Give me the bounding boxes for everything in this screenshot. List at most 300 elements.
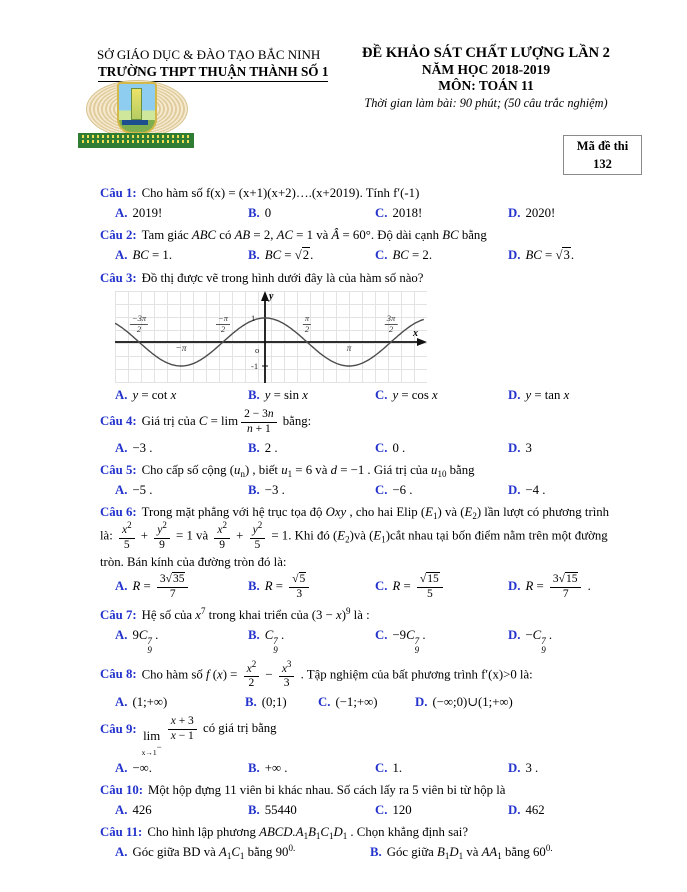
text: √: [292, 572, 299, 585]
math-text: 9: [132, 627, 139, 642]
option-letter: C.: [375, 579, 388, 594]
math-text: −3 .: [264, 482, 285, 497]
option-letter: D.: [508, 627, 521, 642]
school-logo: [78, 80, 194, 148]
sqrt: [295, 247, 310, 262]
option-letter: B.: [248, 248, 260, 263]
question-stem: [100, 823, 624, 841]
math-text: −: [262, 667, 276, 682]
superscript: 2: [162, 520, 167, 531]
question-number: Câu 6:: [100, 505, 137, 519]
math-text: 3 .: [525, 760, 539, 775]
option-letter: B.: [245, 695, 257, 710]
superscript: 2: [251, 658, 257, 669]
math-var: x: [336, 607, 342, 622]
math-text: 2020!: [525, 206, 556, 221]
math-var: x: [217, 667, 223, 682]
question-8: [100, 660, 624, 712]
math-text: = 1 và: [172, 528, 212, 543]
subscript: 1: [432, 511, 438, 521]
option-a: [115, 626, 248, 656]
question-2: [100, 226, 624, 264]
math-var: BC: [392, 248, 409, 263]
option-a: [115, 759, 248, 777]
question-9: [100, 715, 624, 777]
math-var: x: [170, 715, 176, 728]
subscript: 1: [381, 534, 386, 545]
text: −3π: [131, 312, 147, 323]
denominator: [279, 677, 295, 691]
math-var: y: [252, 524, 258, 537]
subscript: 1: [342, 831, 348, 842]
denominator: [214, 539, 230, 553]
option-d: [508, 439, 624, 457]
math-var: u: [431, 462, 438, 477]
math-text: = 1 và: [292, 228, 332, 243]
superscript: 9: [345, 605, 351, 616]
math-text: = 1. Khi đó (: [268, 528, 338, 543]
math-var: u: [234, 462, 241, 477]
fraction: [168, 715, 197, 744]
math-text: −3 .: [132, 440, 153, 455]
math-text: ) =: [222, 667, 241, 682]
math-text: − 1: [175, 730, 194, 743]
numerator: [168, 715, 197, 730]
math-text: (: [209, 667, 217, 682]
subscript: 2: [472, 511, 477, 521]
question-number: Câu 7:: [100, 607, 137, 622]
math-text: 426: [132, 803, 152, 818]
question-stem: [100, 503, 624, 571]
text: lim: [143, 728, 161, 743]
math-text: .: [310, 248, 314, 263]
math-text: ) và (: [437, 505, 465, 519]
questions-list: [100, 184, 624, 866]
logo-tower-icon: [131, 88, 142, 120]
subscript: 2: [345, 534, 350, 545]
math-var: Â: [331, 228, 340, 243]
question-stem: [100, 715, 624, 757]
text: 2: [302, 248, 310, 263]
math-var: x: [302, 387, 308, 402]
y-tick-label: 1: [251, 312, 256, 323]
denominator: [157, 588, 189, 602]
denominator: [241, 423, 277, 437]
options-row: [100, 759, 624, 777]
question-number: Câu 8:: [100, 667, 137, 682]
text: 5: [123, 538, 130, 551]
math-text: trong khai triển của (3 −: [205, 607, 336, 622]
option-c: [375, 573, 508, 602]
math-var: AB: [234, 228, 251, 243]
math-text: −6 .: [392, 482, 413, 497]
math-var: u: [281, 462, 288, 477]
sqrt: [166, 572, 186, 585]
superscript: 2: [222, 520, 227, 531]
school-year: NĂM HỌC 2018-2019: [421, 62, 551, 77]
math-var: C: [231, 845, 240, 860]
math-var: B: [308, 825, 316, 840]
text: 9: [159, 538, 165, 551]
option-c: [375, 759, 508, 777]
option-c: [375, 439, 508, 457]
text: 15: [565, 572, 578, 585]
question-4: [100, 408, 624, 457]
math-text: . Tập nghiệm của bất phương trình f′(x)>0 là:: [297, 667, 533, 682]
superscript: 2: [127, 520, 132, 531]
question-stem: [100, 184, 624, 202]
fraction: [279, 660, 295, 692]
options-row: [100, 481, 624, 499]
math-text: .: [570, 248, 575, 263]
option-letter: C.: [375, 206, 388, 221]
sqrt: [292, 572, 306, 585]
superscript: 3: [286, 658, 292, 669]
subscript: 1: [239, 851, 245, 862]
math-text: .: [277, 627, 285, 642]
subject-line: MÔN: TOÁN 11: [438, 78, 534, 93]
text: 7: [169, 587, 176, 600]
math-var: R: [132, 579, 141, 594]
fraction: [154, 521, 170, 553]
option-letter: A.: [115, 803, 128, 818]
options-row: [100, 626, 624, 656]
option-d: [508, 481, 624, 499]
math-var: C: [320, 825, 329, 840]
question-stem: [100, 606, 624, 624]
text: 2: [248, 677, 255, 690]
math-var: n: [246, 422, 253, 435]
time-limit-line: Thời gian làm bài: 90 phút; (50 câu trắc nghiệm): [364, 96, 608, 110]
math-text: 55440: [264, 803, 297, 818]
numerator: [417, 573, 443, 588]
text: √: [419, 572, 427, 585]
option-letter: C.: [375, 248, 388, 263]
option-letter: A.: [115, 695, 128, 710]
math-text: và: [463, 845, 482, 860]
option-d: [508, 386, 624, 404]
math-text: Góc giữa: [386, 845, 438, 860]
math-text: = 6 và: [292, 462, 331, 477]
math-var: Oxy: [325, 505, 347, 519]
math-text: + 1: [252, 422, 271, 435]
math-text: 2 − 3: [244, 407, 268, 420]
math-var: ABCD.A: [259, 825, 304, 840]
math-var: n: [267, 407, 274, 420]
math-text: x→1: [141, 747, 157, 757]
text: 2: [304, 323, 310, 334]
text: 3π: [386, 312, 396, 323]
option-c: [375, 246, 508, 264]
math-text: bằng: [458, 228, 487, 243]
math-var: BC: [525, 248, 542, 263]
math-text: 3: [552, 572, 559, 585]
option-letter: C.: [375, 387, 388, 402]
options-row: [100, 386, 624, 404]
math-text: = 60°. Độ dài cạnh: [339, 228, 443, 243]
subscript: 1: [444, 851, 450, 862]
option-letter: B.: [248, 627, 260, 642]
math-text: bằng 90: [244, 845, 289, 860]
option-b: [248, 386, 375, 404]
text: √: [558, 572, 565, 585]
question-stem: [100, 269, 624, 287]
option-b: [248, 204, 375, 222]
math-var: C: [532, 627, 542, 642]
math-var: x: [281, 662, 287, 675]
math-var: BC: [264, 248, 282, 263]
option-b: [245, 693, 318, 711]
option-b: [248, 439, 375, 457]
math-text: 0 .: [392, 440, 406, 455]
option-letter: D.: [508, 206, 521, 221]
text: 35: [172, 572, 185, 585]
question-number: Câu 1:: [100, 186, 137, 200]
option-c: [318, 693, 415, 711]
text: 3: [296, 587, 303, 600]
text: 3: [563, 248, 570, 263]
question-number: Câu 2:: [100, 228, 137, 243]
option-letter: A.: [115, 627, 128, 642]
math-text: .: [419, 627, 426, 642]
sqrt: [555, 247, 570, 262]
fraction: [157, 573, 189, 602]
text: √: [555, 248, 563, 263]
option-b: [248, 246, 375, 264]
text: 2: [220, 323, 226, 334]
numerator: [550, 573, 582, 588]
option-letter: A.: [115, 845, 128, 860]
text: 7: [414, 635, 420, 646]
math-text: = lim: [207, 414, 239, 429]
limit: [142, 730, 162, 757]
math-text: Hệ số của: [141, 607, 196, 622]
question-5: [100, 461, 624, 499]
option-b: [248, 573, 375, 602]
exam-code-box: [563, 135, 642, 175]
math-text: −∞.: [132, 760, 152, 775]
math-text: + 3: [175, 715, 194, 728]
math-var: C: [406, 627, 415, 642]
math-text: +: [232, 528, 247, 543]
text: √: [165, 572, 172, 585]
option-letter: C.: [375, 482, 388, 497]
numerator: [289, 573, 309, 588]
option-c: [375, 204, 508, 222]
exam-title-block: [337, 45, 635, 111]
question-1: [100, 184, 624, 222]
question-3: [100, 269, 624, 404]
math-text: +∞ .: [264, 760, 288, 775]
math-var: D: [333, 825, 343, 840]
option-letter: B.: [370, 845, 382, 860]
math-text: )cắt nhau tại bốn điểm nằm trên một đường tròn. Bán kính của đường tròn đó là:: [100, 528, 608, 569]
math-text: .: [151, 627, 159, 642]
text: 5: [426, 587, 433, 600]
x-tick-label: [216, 314, 230, 335]
math-text: = −1 . Giá trị của: [337, 462, 432, 477]
math-var: y: [132, 387, 139, 402]
math-var: x: [217, 524, 223, 537]
superscript: 7: [200, 605, 206, 616]
denominator: [417, 588, 443, 602]
option-letter: B.: [248, 482, 260, 497]
option-a: [115, 386, 248, 404]
math-text: có giá trị bằng: [199, 721, 277, 736]
math-text: 1.: [392, 760, 403, 775]
option-c: [375, 801, 508, 819]
numerator: [214, 521, 230, 539]
math-text: 2 .: [264, 440, 278, 455]
option-c: [375, 626, 508, 656]
logo-banner-text-row: [82, 135, 190, 138]
math-text: =: [541, 248, 556, 263]
math-var: y: [392, 387, 399, 402]
option-letter: B.: [248, 803, 260, 818]
math-text: = cos: [398, 387, 433, 402]
math-text: Một hộp đựng 11 viên bi khác nhau. Số cách lấy ra 5 viên bi từ hộp là: [148, 782, 506, 797]
x-tick-label: π: [346, 343, 352, 354]
option-letter: D.: [508, 579, 521, 594]
math-var: ABC: [191, 228, 217, 243]
option-letter: A.: [115, 440, 128, 455]
text: 5: [299, 572, 306, 585]
math-var: x: [122, 524, 128, 537]
option-d: [508, 626, 624, 656]
x-axis-label: x: [413, 327, 418, 339]
text: 7: [147, 635, 152, 646]
math-var: BC: [132, 248, 149, 263]
text: 2: [388, 323, 394, 334]
math-text: )và (: [349, 528, 374, 543]
superscript: 2: [257, 520, 263, 531]
numerator: [241, 408, 277, 423]
option-letter: D.: [508, 482, 521, 497]
math-var: C: [264, 627, 274, 642]
sqrt: [559, 572, 579, 585]
option-d: [508, 801, 624, 819]
math-text: = cot: [138, 387, 171, 402]
exam-title: ĐỀ KHẢO SÁT CHẤT LƯỢNG LẦN 2: [362, 45, 610, 61]
fraction: [250, 521, 266, 553]
math-text: 3: [159, 572, 166, 585]
school-name: TRƯỜNG THPT THUẬN THÀNH SỐ 1: [98, 64, 328, 82]
math-text: (−1;+∞): [335, 695, 378, 710]
option-a: [115, 246, 248, 264]
math-text: = sin: [270, 387, 303, 402]
math-text: Cho hình lập phương: [147, 825, 260, 840]
math-var: E: [425, 505, 433, 519]
denominator: [550, 588, 582, 602]
department-name: SỞ GIÁO DỤC & ĐÀO TẠO BẮC NINH: [97, 47, 321, 62]
option-b: [248, 759, 375, 777]
math-var: y: [525, 387, 532, 402]
option-letter: A.: [115, 206, 128, 221]
subscript: 1: [226, 851, 232, 862]
math-text: bằng:: [279, 414, 312, 429]
option-letter: B.: [248, 206, 260, 221]
option-letter: B.: [248, 387, 260, 402]
superscript: 0.: [545, 843, 553, 854]
math-text: 2019!: [132, 206, 163, 221]
math-text: Cho hàm số f(x) = (x+1)(x+2)….(x+2019). Tính f′(-1): [141, 186, 420, 200]
denominator: [289, 588, 309, 602]
math-var: x: [195, 607, 201, 622]
math-text: −9: [392, 627, 407, 642]
y-tick-label: -1: [251, 360, 259, 371]
text: 9: [273, 645, 278, 656]
denominator: [244, 677, 260, 691]
math-var: E: [337, 528, 346, 543]
math-text: 462: [525, 803, 545, 818]
math-var: y: [157, 524, 163, 537]
options-row: [100, 573, 624, 602]
option-letter: A.: [115, 760, 128, 775]
text: 15: [427, 572, 439, 585]
options-row: [100, 246, 624, 264]
question-stem: [100, 461, 624, 479]
math-var: A: [219, 845, 227, 860]
text: 9: [414, 645, 420, 656]
math-text: = 1.: [148, 248, 173, 263]
limit-under: [142, 743, 162, 757]
math-text: 2018!: [392, 206, 423, 221]
superscript: −: [156, 741, 162, 752]
subscript: 1: [315, 831, 321, 842]
math-text: (−∞;0)∪(1;+∞): [432, 695, 513, 710]
x-tick-label: −π: [175, 343, 187, 354]
option-letter: B.: [248, 440, 260, 455]
subscript: 10: [437, 468, 447, 479]
math-text: bằng: [446, 462, 475, 477]
math-text: =: [281, 248, 295, 263]
fraction: [241, 408, 277, 437]
math-text: Tam giác: [141, 228, 192, 243]
denominator: [119, 539, 135, 553]
function-graph: [115, 291, 427, 383]
math-var: E: [464, 505, 473, 519]
options-row: [100, 801, 624, 819]
math-var: B: [437, 845, 445, 860]
math-text: =: [533, 579, 547, 594]
question-stem: [100, 781, 624, 799]
option-c: [375, 386, 508, 404]
option-letter: D.: [508, 803, 521, 818]
math-text: ) , biết: [244, 462, 282, 477]
option-letter: C.: [375, 627, 388, 642]
math-text: 3: [525, 440, 532, 455]
option-b: [248, 801, 375, 819]
math-text: −5 .: [132, 482, 153, 497]
option-a: [115, 573, 248, 602]
options-row: [100, 693, 624, 711]
subscript: 1: [458, 851, 464, 862]
numerator: [154, 521, 170, 539]
subscript: 1: [287, 468, 293, 479]
subscript: 1: [303, 831, 309, 842]
x-tick-label: [303, 314, 311, 335]
options-row: [100, 204, 624, 222]
text: −π: [217, 312, 228, 323]
math-text: 0: [264, 206, 272, 221]
text: 9: [219, 538, 226, 551]
option-d: [508, 759, 624, 777]
numerator: [119, 521, 135, 539]
option-letter: C.: [375, 440, 388, 455]
text: 7: [562, 587, 569, 600]
numerator: [157, 573, 189, 588]
text: 9: [147, 645, 152, 656]
